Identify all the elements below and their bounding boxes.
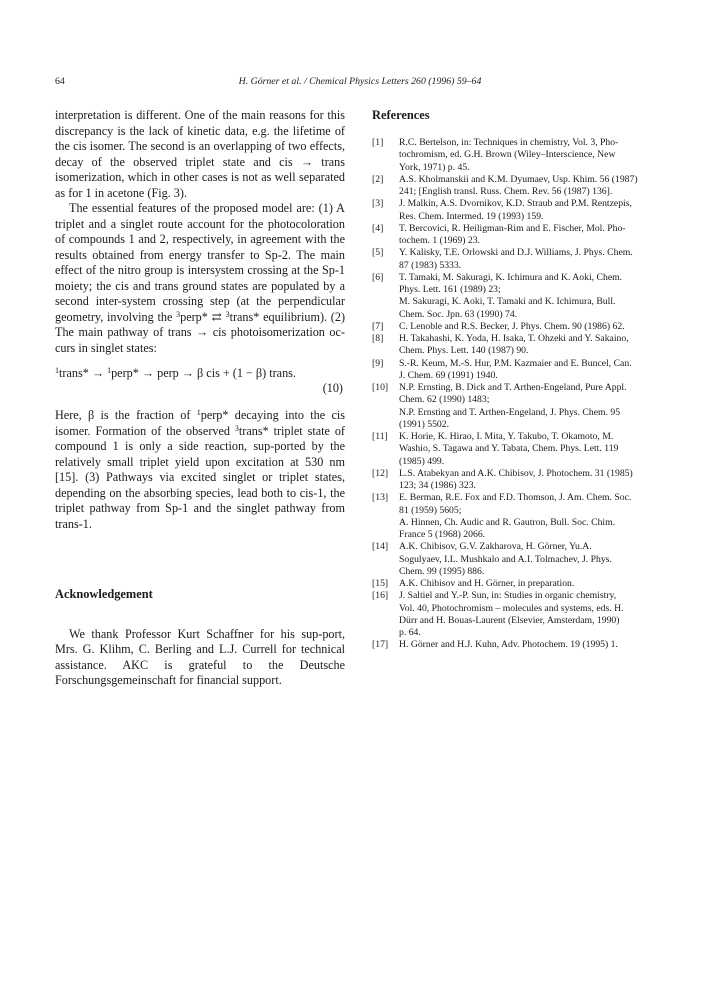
reference-number: [15] xyxy=(372,578,389,589)
reference-item xyxy=(372,137,668,174)
reference-line: A.K. Chibisov and H. Görner, in preparation. xyxy=(399,578,575,589)
reference-number: [1] xyxy=(372,137,384,148)
reference-number: [16] xyxy=(372,590,389,602)
reference-number: [8] xyxy=(372,333,384,344)
reference-line: (1991) 5502. xyxy=(399,418,450,430)
reference-number: [10] xyxy=(372,382,389,393)
reference-line: 81 (1959) 5605; xyxy=(399,504,462,516)
reference-number: [13] xyxy=(372,492,389,504)
reference-item xyxy=(372,358,668,383)
reference-number: [14] xyxy=(372,541,389,553)
reference-line: J. Chem. 69 (1991) 1940. xyxy=(399,369,498,381)
reference-item xyxy=(372,321,668,333)
left-column xyxy=(55,108,345,689)
reference-number: [11] xyxy=(372,431,388,442)
reference-line: A.K. Chibisov, G.V. Zakharova, H. Görner, Yu.A. xyxy=(399,541,592,553)
reference-item xyxy=(372,431,668,468)
reference-item xyxy=(372,198,668,223)
reference-line: Chem. Phys. Lett. 140 (1987) 90. xyxy=(399,345,529,357)
reference-item xyxy=(372,639,668,651)
reference-line: Chem. 62 (1990) 1483; xyxy=(399,394,490,406)
reference-item xyxy=(372,223,668,248)
page-number: 64 xyxy=(55,76,65,87)
reference-line: (1985) 499. xyxy=(399,455,445,467)
reference-item xyxy=(372,468,668,493)
reference-line: J. Malkin, A.S. Dvornikov, K.D. Straub and P.M. Rentzepis, xyxy=(399,198,632,210)
reference-line: Vol. 40, Photochromism – molecules and systems, eds. H. xyxy=(399,602,624,614)
references-heading: References xyxy=(372,108,430,122)
reference-number: [4] xyxy=(372,222,384,234)
paragraph-1: interpretation is different. One of the main reasons for this discrepancy is the lack of kinetic data, e.g. the lifetime of the cis isomer. The second is an overlapping of two effects, decay of the observed triplet state and cis → trans isomerization, which in other cases is not as well separated as for 1 in acetone (Fig. 3). xyxy=(55,108,345,200)
reference-number: [9] xyxy=(372,357,384,369)
reference-line: J. Saltiel and Y.-P. Sun, in: Studies in organic chemistry, xyxy=(399,590,617,602)
reference-number: [6] xyxy=(372,271,384,283)
reference-line: Res. Chem. Intermed. 19 (1993) 159. xyxy=(399,210,544,222)
reference-line: T. Tamaki, M. Sakuragi, K. Ichimura and K. Aoki, Chem. xyxy=(399,271,623,283)
reference-line: R.C. Bertelson, in: Techniques in chemistry, Vol. 3, Pho- xyxy=(399,137,619,148)
reference-number: [2] xyxy=(372,173,384,185)
reference-line: T. Bercovici, R. Heiligman-Rim and E. Fischer, Mol. Pho- xyxy=(399,222,626,234)
reference-line: M. Sakuragi, K. Aoki, T. Tamaki and K. Ichimura, Bull. xyxy=(399,296,616,308)
reference-line: 123; 34 (1986) 323. xyxy=(399,480,476,491)
reference-number: [5] xyxy=(372,247,384,259)
equation-10 xyxy=(55,366,345,396)
reference-line: Dürr and H. Bouas-Laurent (Elsevier, Amsterdam, 1990) xyxy=(399,614,620,626)
acknowledgement-heading: Acknowledgement xyxy=(55,587,153,601)
reference-item xyxy=(372,541,668,578)
equation-text: $^1$trans* → $^1$perp* → perp → β cis + (1 − β) trans. xyxy=(55,366,296,380)
reference-line: N.P. Ernsting and T. Arthen-Engeland, J. Phys. Chem. 95 xyxy=(399,406,621,418)
reference-list xyxy=(372,137,668,652)
reference-number: [3] xyxy=(372,198,384,210)
reference-line: Chem. Soc. Jpn. 63 (1990) 74. xyxy=(399,308,518,320)
reference-line: Sogulyaev, I.L. Mushkalo and A.I. Tolmachev, J. Phys. xyxy=(399,553,612,565)
reference-item xyxy=(372,578,668,590)
reference-line: K. Horie, K. Hirao, I. Mita, Y. Takubo, T. Okamoto, M. xyxy=(399,431,614,442)
reference-line: York, 1971) p. 45. xyxy=(399,161,470,173)
reference-line: Washio, S. Tagawa and Y. Tabata, Chem. Phys. Lett. 119 xyxy=(399,443,619,455)
superscript: 3 xyxy=(176,309,181,319)
reference-number: [17] xyxy=(372,639,389,651)
reference-line: A.S. Kholmanskii and K.M. Dyumaev, Usp. Khim. 56 (1987) xyxy=(399,173,638,185)
paragraph-2: The essential features of the proposed model are: (1) A triplet and a singlet route account for the photocoloration of compounds 1 and 2, respectively, in agreement with the results obtained from energy transfer to Sp-2. The main effect of the nitro group is intersystem crossing at the Sp-1 moiety; the cis and trans ground states are populated by a second inter-system crossing step (at the perpendicular geometry, involving the $^3$perp* ⇄ $^3$trans* equilibrium). (2) The main pathway of trans → cis photoisomerization oc-curs in singlet states: xyxy=(55,201,346,355)
reference-line: C. Lenoble and R.S. Becker, J. Phys. Chem. 90 (1986) 62. xyxy=(399,320,625,332)
right-column xyxy=(372,108,668,652)
reference-item xyxy=(372,492,668,541)
reference-line: L.S. Atabekyan and A.K. Chibisov, J. Photochem. 31 (1985) xyxy=(399,467,633,479)
equation-number: (10) xyxy=(322,381,343,395)
reference-item xyxy=(372,174,668,199)
reference-item xyxy=(372,247,668,272)
reference-line: 87 (1983) 5333. xyxy=(399,259,462,271)
reference-line: Chem. 99 (1995) 886. xyxy=(399,565,485,577)
reference-line: 241; [English transl. Russ. Chem. Rev. 56 (1987) 136]. xyxy=(399,186,613,197)
reference-line: p. 64. xyxy=(399,627,421,638)
acknowledgement-text: We thank Professor Kurt Schaffner for his sup-port, Mrs. G. Klihm, C. Berling and L.J. Currell for technical assistance. AKC is grateful to the Deutsche Forschungsgemeinschaft for financial support. xyxy=(55,626,345,687)
reference-line: tochromism, ed. G.H. Brown (Wiley–Interscience, New xyxy=(399,149,616,161)
reference-line: N.P. Ernsting, B. Dick and T. Arthen-Engeland, Pure Appl. xyxy=(399,382,627,393)
reference-line: H. Görner and H.J. Kuhn, Adv. Photochem. 19 (1995) 1. xyxy=(399,639,618,651)
reference-line: France 5 (1968) 2066. xyxy=(399,529,486,540)
reference-item xyxy=(372,272,668,321)
reference-item xyxy=(372,333,668,358)
reference-line: Phys. Lett. 161 (1989) 23; xyxy=(399,284,501,295)
reference-line: A. Hinnen, Ch. Audic and R. Gautron, Bull. Soc. Chim. xyxy=(399,516,616,528)
reference-number: [7] xyxy=(372,320,384,332)
reference-item xyxy=(372,590,668,639)
reference-line: E. Berman, R.E. Fox and F.D. Thomson, J. Am. Chem. Soc. xyxy=(399,492,632,504)
running-header xyxy=(55,76,665,90)
running-title: H. Görner et al. / Chemical Physics Letters 260 (1996) 59–64 xyxy=(238,76,482,87)
reference-line: Y. Kalisky, T.E. Orlowski and D.J. Williams, J. Phys. Chem. xyxy=(399,247,633,259)
reference-number: [12] xyxy=(372,467,389,479)
superscript: 3 xyxy=(225,309,230,319)
reference-line: H. Takahashi, K. Yoda, H. Isaka, T. Ohzeki and Y. Sakaino, xyxy=(399,333,629,344)
paragraph-3: Here, β is the fraction of $^1$perp* decaying into the cis isomer. Formation of the observed $^3$trans* triplet state of compound 1 is only a side reaction, sup-ported by the relatively small triplet yield upon excitation at 530 nm [15]. (3) Pathways via excited singlet or triplet states, depending on the absorbing species, lead both to cis-1, the triplet pathway from Sp-1 and the singlet pathway from trans-1. xyxy=(55,408,345,531)
reference-line: S.-R. Keum, M.-S. Hur, P.M. Kazmaier and E. Buncel, Can. xyxy=(399,357,632,369)
reference-item xyxy=(372,382,668,431)
reference-line: tochem. 1 (1969) 23. xyxy=(399,235,480,246)
